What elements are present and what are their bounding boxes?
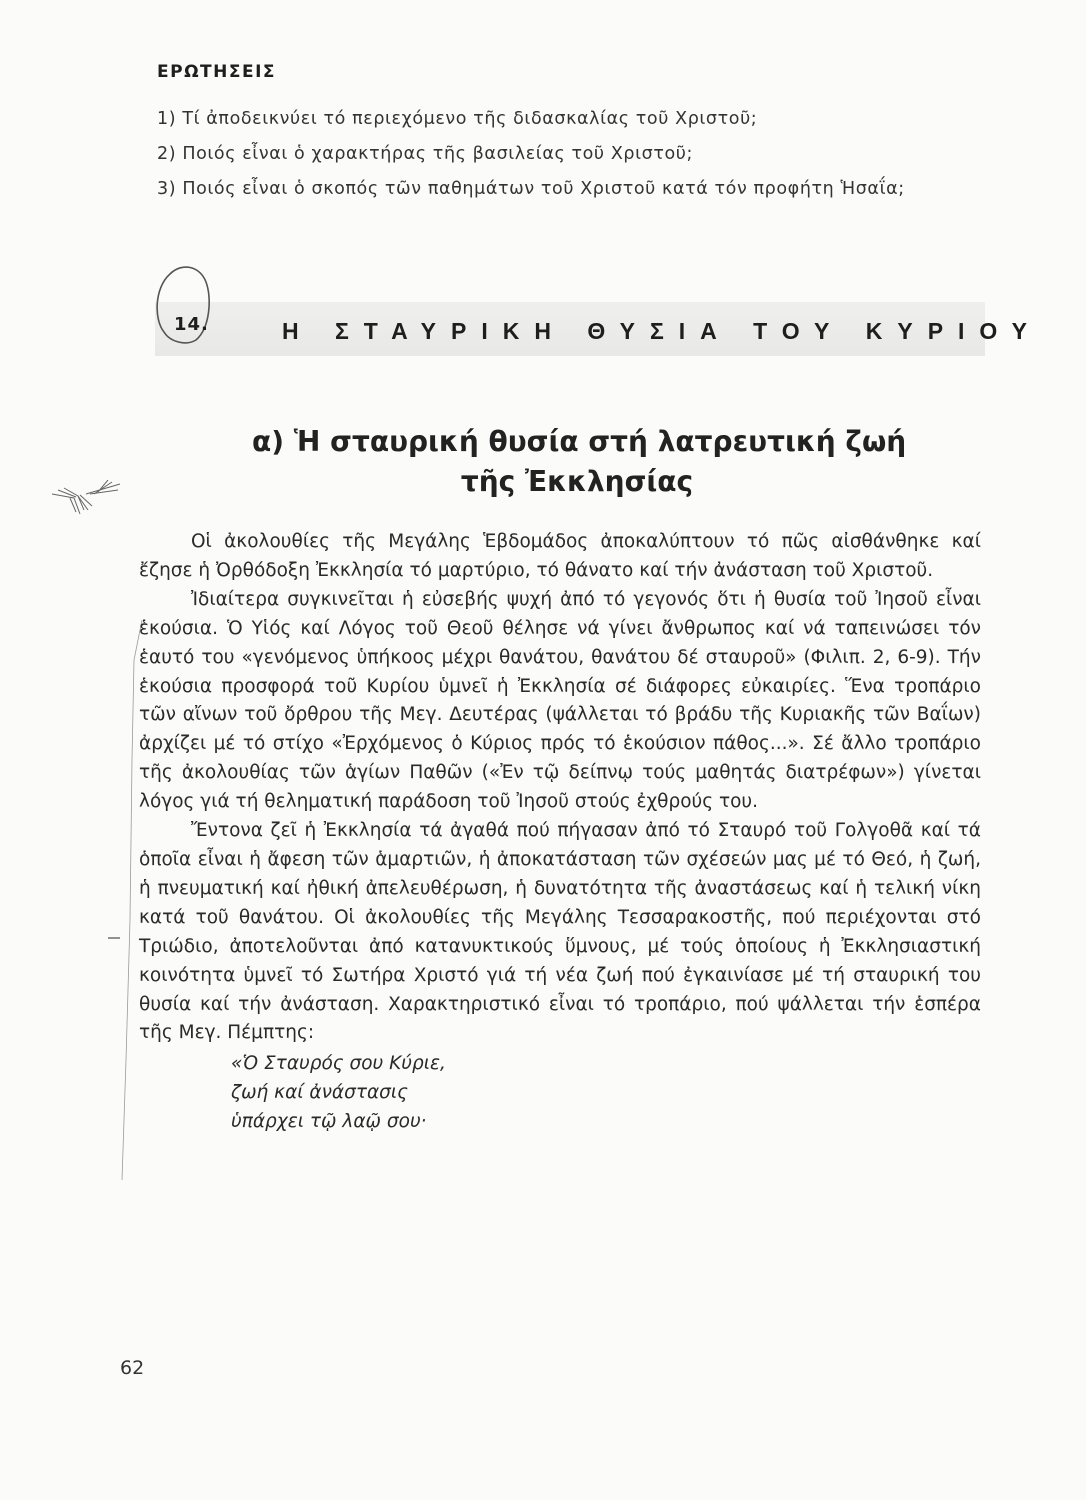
paragraph: Οἱ ἀκολουθίες τῆς Μεγάλης Ἑβδομάδος ἀποκαλύπτουν τό πῶς αἰσθάνθηκε καί ἔζησε ἡ Ὀρθόδοξη Ἐκκλησία τό μαρτύριο, τό θάνατο καί τήν ἀνάσταση τοῦ Χριστοῦ. bbox=[139, 531, 981, 581]
quote-line: «Ὁ Σταυρός σου Κύριε, bbox=[231, 1053, 446, 1075]
paragraph: Ἔντονα ζεῖ ἡ Ἐκκλησία τά ἀγαθά πού πήγασαν ἀπό τό Σταυρό τοῦ Γολγοθᾶ καί τά ὁποῖα εἶναι ἡ ἄφεση τῶν ἁμαρτιῶν, ἡ ἀποκατάσταση τῶν σχέσεών μας μέ τό Θεό, ἡ ζωή, ἡ πνευματική καί ἠθική ἀπελευθέρωση, ἡ δυνατότητα τῆς ἀναστάσεως καί ἡ τελική νίκη κατά τοῦ θανάτου. Οἱ ἀκολουθίες τῆς Μεγάλης Τεσσαρακοστῆς, πού περιέχονται στό Τριώδιο, ἀποτελοῦνται ἀπό κατανυκτικούς ὕμνους, μέ τούς ὁποίους ἡ Ἐκκλησιαστική κοινότητα ὑμνεῖ τό Σωτήρα Χριστό γιά τή νέα ζωή πού ἐγκαινίασε μέ τή σταυρική του θυσία καί τήν ἀνάσταση. Χαρακτηριστικό εἶναι τό τροπάριο, πού ψάλλεται τήν ἑσπέρα τῆς Μεγ. Πέμπτης: bbox=[139, 820, 981, 1044]
question-item: 2) Ποιός εἶναι ὁ χαρακτήρας τῆς βασιλείας τοῦ Χριστοῦ; bbox=[157, 144, 693, 164]
bird-sketch-icon bbox=[50, 480, 122, 516]
questions-heading: ΕΡΩΤΗΣΕΙΣ bbox=[157, 62, 277, 82]
quote-line: ὑπάρχει τῷ λαῷ σου· bbox=[231, 1111, 427, 1133]
question-item: 1) Τί ἀποδεικνύει τό περιεχόμενο τῆς διδασκαλίας τοῦ Χριστοῦ; bbox=[157, 109, 758, 129]
section-title bbox=[252, 422, 907, 502]
chapter-title: Η ΣΤΑΥΡΙΚΗ ΘΥΣΙΑ ΤΟΥ ΚΥΡΙΟΥ bbox=[282, 318, 1043, 344]
hymn-quote bbox=[231, 1050, 981, 1137]
section-title-line: α) Ἡ σταυρική θυσία στή λατρευτική ζωή bbox=[252, 425, 907, 458]
paragraph: Ἰδιαίτερα συγκινεῖται ἡ εὐσεβής ψυχή ἀπό τό γεγονός ὅτι ἡ θυσία τοῦ Ἰησοῦ εἶναι ἑκούσια. Ὁ Υἱός καί Λόγος τοῦ Θεοῦ θέλησε νά γίνει ἄνθρωπος καί νά ταπεινώσει τόν ἑαυτό του «γενόμενος ὑπήκοος μέχρι θανάτου, θανάτου δέ σταυροῦ» (Φιλιπ. 2, 6-9). Τήν ἑκούσια προσφορά τοῦ Κυρίου ὑμνεῖ ἡ Ἐκκλησία σέ διάφορες εὐκαιρίες. Ἕνα τροπάριο τῶν αἴνων τοῦ ὄρθρου τῆς Μεγ. Δευτέρας (ψάλλεται τό βράδυ τῆς Κυριακῆς τῶν Βαΐων) ἀρχίζει μέ τό στίχο «Ἐρχόμενος ὁ Κύριος πρός τό ἑκούσιον πάθος...». Σέ ἄλλο τροπάριο τῆς ἀκολουθίας τῶν ἁγίων Παθῶν («Ἐν τῷ δείπνῳ τούς μαθητάς διατρέφων») γίνεται λόγος γιά τή θεληματική παράδοση τοῦ Ἰησοῦ στούς ἐχθρούς του. bbox=[139, 588, 981, 813]
page-number: 62 bbox=[120, 1357, 145, 1379]
body-text bbox=[139, 528, 981, 1137]
chapter-number: 14. bbox=[174, 314, 209, 335]
quote-line: ζωή καί ἀνάστασις bbox=[231, 1082, 409, 1104]
question-item: 3) Ποιός εἶναι ὁ σκοπός τῶν παθημάτων τοῦ Χριστοῦ κατά τόν προφήτη Ἡσαΐα; bbox=[157, 179, 905, 199]
questions-list bbox=[157, 102, 1037, 207]
section-title-line: τῆς Ἐκκλησίας bbox=[460, 465, 694, 498]
